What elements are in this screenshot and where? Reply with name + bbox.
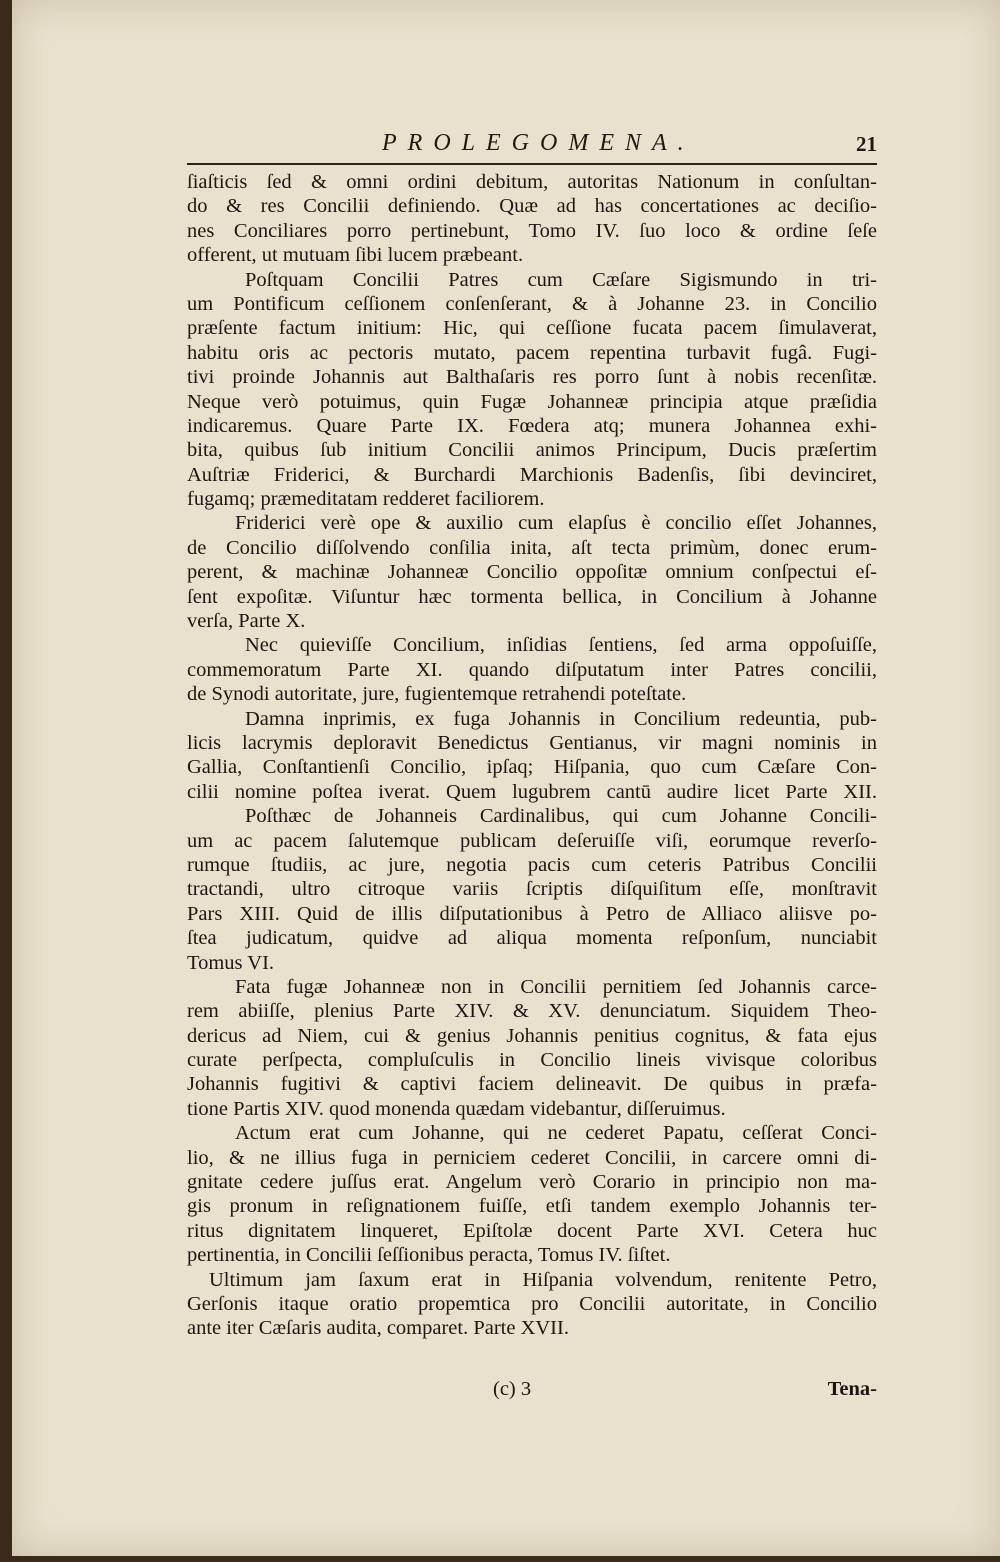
text-line: tione Partis XIV. quod monenda quædam videbantur, diſſeruimus.: [187, 1097, 726, 1120]
text-line: ſtea judicatum, quidve ad aliqua momenta reſponſum, nunciabit: [187, 927, 877, 950]
text-line: Johannis fugitivi & captivi faciem delineavit. De quibus in præfa-: [187, 1073, 877, 1096]
text-line: tractandi, ultro citroque variis ſcriptis diſquiſitum eſſe, monſtravit: [187, 878, 877, 901]
running-head-title: PROLEGOMENA.: [382, 130, 695, 156]
running-head: [187, 130, 877, 164]
text-line: rem abiiſſe, plenius Parte XIV. & XV. denunciatum. Siquidem Theo-: [187, 1000, 877, 1023]
text-line: bita, quibus ſub initium Concilii animos Principum, Ducis præſertim: [187, 439, 877, 462]
text-line: Damna inprimis, ex fuga Johannis in Concilium redeuntia, pub-: [245, 707, 877, 730]
text-line: do & res Concilii definiendo. Quæ ad has concertationes ac deciſio-: [187, 195, 877, 218]
header-rule: [187, 163, 877, 165]
text-line: Gallia, Conſtantienſi Concilio, ipſaq; Hiſpania, quo cum Cæſare Con-: [187, 756, 877, 779]
text-line: lio, & ne illius fuga in perniciem cederet Concilii, in carcere omni di-: [187, 1146, 877, 1169]
text-line: licis lacrymis deploravit Benedictus Gentianus, vir magni nominis in: [187, 731, 877, 754]
body-text: [187, 170, 877, 1341]
text-line: nes Conciliares porro pertinebunt, Tomo IV. ſuo loco & ordine ſeſe: [187, 219, 877, 242]
text-line: indicaremus. Quare Parte IX. Fœdera atq; munera Johannea exhi-: [187, 414, 877, 437]
text-line: gis pronum in reſignationem fuiſſe, etſi tandem exemplo Johannis ter-: [187, 1195, 877, 1218]
text-line: Poſthæc de Johanneis Cardinalibus, qui cum Johanne Concili-: [245, 805, 877, 828]
text-line: præſente factum initium: Hic, qui ceſſione fucata pacem ſimulaverat,: [187, 317, 877, 340]
text-line: perent, & machinæ Johanneæ Concilio oppoſitæ omnium conſpectui eſ-: [187, 561, 877, 584]
text-line: cilii nomine poſtea iverat. Quem lugubrem cantū audire licet Parte XII.: [187, 780, 877, 803]
text-line: Fata fugæ Johanneæ non in Concilii pernitiem ſed Johannis carce-: [235, 975, 877, 998]
text-line: Tomus VI.: [187, 951, 275, 974]
text-line: ſent expoſitæ. Viſuntur hæc tormenta bellica, in Concilium à Johanne: [187, 585, 877, 608]
text-line: dericus ad Niem, cui & genius Johannis penitius cognitus, & fata ejus: [187, 1024, 877, 1047]
text-line: Pars XIII. Quid de illis diſputationibus à Petro de Alliaco aliisve po-: [187, 902, 877, 925]
page-footer: [187, 1378, 877, 1404]
text-line: Gerſonis itaque oratio propemtica pro Concilii autoritate, in Concilio: [187, 1292, 877, 1315]
text-line: curate perſpecta, compluſculis in Concilio lineis vivisque coloribus: [187, 1049, 877, 1072]
text-line: Poſtquam Concilii Patres cum Cæſare Sigismundo in tri-: [245, 268, 877, 291]
text-line: Auſtriæ Friderici, & Burchardi Marchionis Badenſis, ſibi devinciret,: [187, 463, 877, 486]
text-line: Ultimum jam ſaxum erat in Hiſpania volvendum, renitente Petro,: [209, 1268, 877, 1291]
text-line: tivi proinde Johannis aut Balthaſaris res porro ſunt à nobis recenſitæ.: [187, 366, 877, 389]
text-line: Actum erat cum Johanne, qui ne cederet Papatu, ceſſerat Conci-: [235, 1122, 877, 1145]
text-line: offerent, ut mutuam ſibi lucem præbeant.: [187, 244, 524, 267]
text-line: de Concilio diſſolvendo conſilia inita, aſt tecta primùm, donec erum-: [187, 536, 877, 559]
text-line: um Pontificum ceſſionem conſenſerant, & à Johanne 23. in Concilio: [187, 292, 877, 315]
book-page: [12, 0, 1000, 1556]
text-line: Friderici verè ope & auxilio cum elapſus è concilio eſſet Johannes,: [235, 512, 877, 535]
text-line: commemoratum Parte XI. quando diſputatum inter Patres concilii,: [187, 658, 877, 681]
text-line: de Synodi autoritate, jure, fugientemque retrahendi poteſtate.: [187, 683, 687, 706]
text-line: ſiaſticis ſed & omni ordini debitum, autoritas Nationum in conſultan-: [187, 171, 877, 193]
text-line: gnitate cedere juſſus erat. Angelum verò Corario in principio non ma-: [187, 1171, 877, 1194]
catchword: Tena-: [827, 1378, 877, 1400]
text-line: ante iter Cæſaris audita, comparet. Parte XVII.: [187, 1317, 569, 1340]
text-line: ritus dignitatem linqueret, Epiſtolæ docent Parte XVI. Cetera huc: [187, 1219, 877, 1242]
page-number: 21: [856, 132, 877, 156]
text-line: fugamq; præmeditatam redderet faciliorem.: [187, 488, 545, 511]
text-line: Nec quieviſſe Concilium, inſidias ſentiens, ſed arma oppoſuiſſe,: [245, 634, 877, 657]
text-line: pertinentia, in Concilii ſeſſionibus peracta, Tomus IV. ſiſtet.: [187, 1244, 671, 1267]
text-line: um ac pacem ſalutemque publicam deſeruiſſe viſi, eorumque reverſo-: [187, 829, 877, 852]
text-line: rumque ſtudiis, ac jure, negotia pacis cum ceteris Patribus Concilii: [187, 853, 877, 876]
signature-mark: (c) 3: [493, 1378, 532, 1400]
text-line: Neque verò potuimus, quin Fugæ Johanneæ principia atque præſidia: [187, 390, 877, 413]
text-line: habitu oris ac pectoris mutato, pacem repentina turbavit fugâ. Fugi-: [187, 341, 877, 364]
text-line: verſa, Parte X.: [187, 610, 306, 633]
